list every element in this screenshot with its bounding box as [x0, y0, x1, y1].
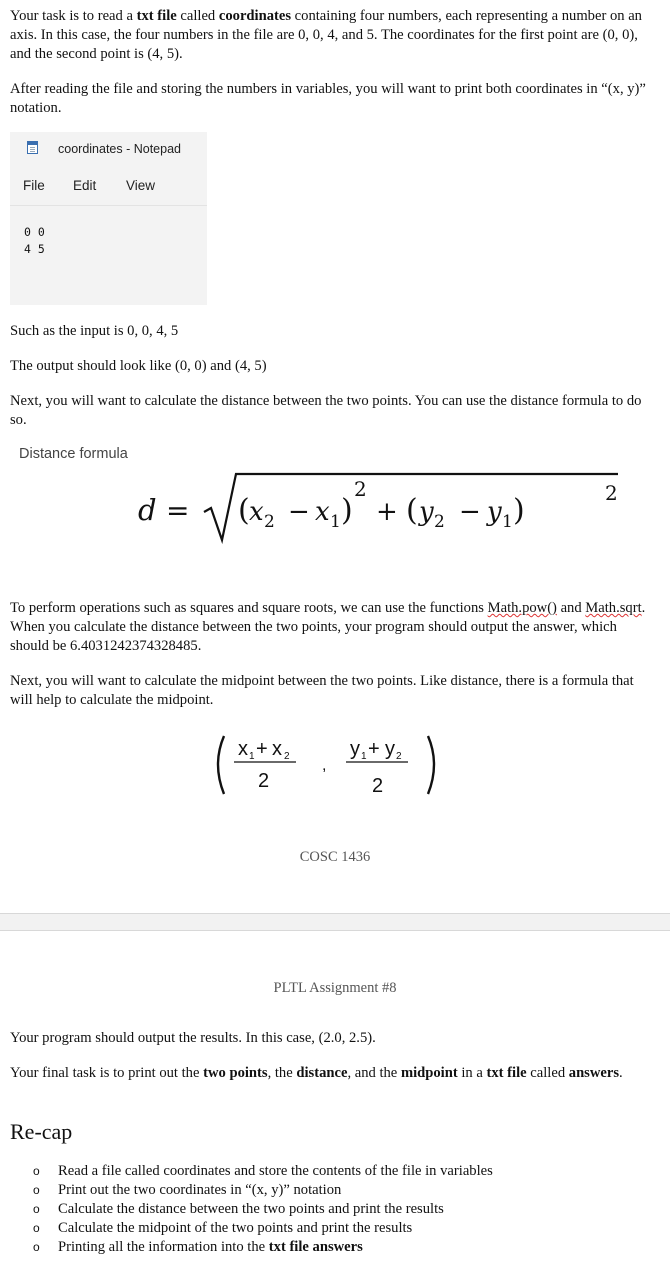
- paren-open-2: (: [406, 493, 418, 528]
- formula-exp-1: 2: [354, 477, 367, 501]
- list-item: o Print out the two coordinates in “(x, y)” notation: [33, 1181, 493, 1200]
- formula-minus-1: −: [288, 497, 310, 527]
- formula-y1-sub: 1: [502, 512, 513, 532]
- notation-paragraph: After reading the file and storing the numbers in variables, you will want to print both coordinates in “(x, y)” notation.: [10, 81, 646, 116]
- intro-paragraph: Your task is to read a txt file called coordinates containing four numbers, each representing a number on an axis. In this case, the four numbers in the file are 0, 0, 4, and 5. The coordinates for the first point are (0, 0), and the second point is (4, 5).: [10, 8, 642, 62]
- formula-y1: y: [487, 497, 502, 527]
- list-item: o Read a file called coordinates and store the contents of the file in variables: [33, 1162, 493, 1181]
- page-footer-course: COSC 1436: [299, 849, 371, 865]
- mid-paren-close: [428, 736, 434, 794]
- output-line: The output should look like (0, 0) and (4, 5): [10, 358, 267, 374]
- svg-text:,: ,: [322, 757, 327, 774]
- formula-x1: x: [315, 497, 330, 527]
- svg-text:2: 2: [258, 770, 270, 792]
- svg-text:y: y: [385, 738, 395, 760]
- formula-minus-2: −: [459, 497, 481, 527]
- formula-y2-sub: 2: [434, 512, 445, 532]
- mid-paren-open: [218, 736, 224, 794]
- page-header-assignment: PLTL Assignment #8: [273, 980, 397, 996]
- recap-heading: Re-cap: [10, 1119, 73, 1144]
- paren-close-1: ): [341, 493, 353, 528]
- distance-paragraph: Next, you will want to calculate the distance between the two points. You can use the distance formula to do so.: [10, 393, 642, 428]
- svg-text:+: +: [368, 738, 380, 760]
- notepad-window: [10, 132, 207, 305]
- formula-d: d: [138, 493, 157, 527]
- notepad-icon: [27, 141, 38, 154]
- formula-x1-sub: 1: [330, 512, 341, 532]
- svg-text:+: +: [256, 738, 268, 760]
- notepad-title: coordinates - Notepad: [58, 142, 181, 156]
- svg-text:x: x: [272, 738, 282, 760]
- formula-x2-sub: 2: [264, 512, 275, 532]
- paren-close-2: ): [513, 493, 525, 528]
- svg-text:2: 2: [284, 751, 290, 762]
- menu-view[interactable]: View: [126, 178, 156, 193]
- svg-text:y: y: [350, 738, 360, 760]
- svg-text:1: 1: [361, 751, 367, 762]
- page-break: [0, 913, 670, 931]
- input-line: Such as the input is 0, 0, 4, 5: [10, 323, 179, 339]
- svg-text:1: 1: [249, 751, 255, 762]
- list-item: o Calculate the distance between the two points and print the results: [33, 1200, 493, 1219]
- paren-open-1: (: [238, 493, 250, 528]
- formula-plus: +: [376, 497, 398, 527]
- svg-text:x: x: [238, 738, 248, 760]
- final-task-paragraph: Your final task is to print out the two points, the distance, and the midpoint in a txt file called answers.: [10, 1065, 623, 1081]
- list-item: o Printing all the information into the txt file answers: [33, 1238, 493, 1257]
- list-item: o Calculate the midpoint of the two points and print the results: [33, 1219, 493, 1238]
- recap-list: [33, 1162, 493, 1257]
- menu-divider: [10, 205, 207, 206]
- menu-file[interactable]: File: [23, 178, 45, 193]
- formula-y2: y: [419, 497, 434, 527]
- midpoint-formula: [210, 732, 460, 800]
- midpoint-paragraph: Next, you will want to calculate the midpoint between the two points. Like distance, there is a formula that will help to calculate the midpoint.: [10, 673, 634, 708]
- formula-exp-2: 2: [605, 481, 618, 505]
- formula-x2: x: [249, 497, 264, 527]
- math-functions-paragraph: To perform operations such as squares and square roots, we can use the functions Math.pow() and Math.sqrt. When you calculate the distance between the two points, your program should output the answer, which should be 6.4031242374328485.: [10, 600, 646, 654]
- notepad-line-1: 0 0: [24, 225, 45, 239]
- formula-equals: =: [166, 494, 190, 527]
- result-paragraph: Your program should output the results. In this case, (2.0, 2.5).: [10, 1030, 376, 1046]
- svg-text:2: 2: [396, 751, 402, 762]
- distance-formula: [138, 470, 638, 550]
- menu-edit[interactable]: Edit: [73, 178, 97, 193]
- notepad-line-2: 4 5: [24, 242, 45, 256]
- svg-text:2: 2: [372, 775, 384, 797]
- notepad-text-area[interactable]: [24, 224, 45, 258]
- distance-caption: Distance formula: [19, 446, 128, 462]
